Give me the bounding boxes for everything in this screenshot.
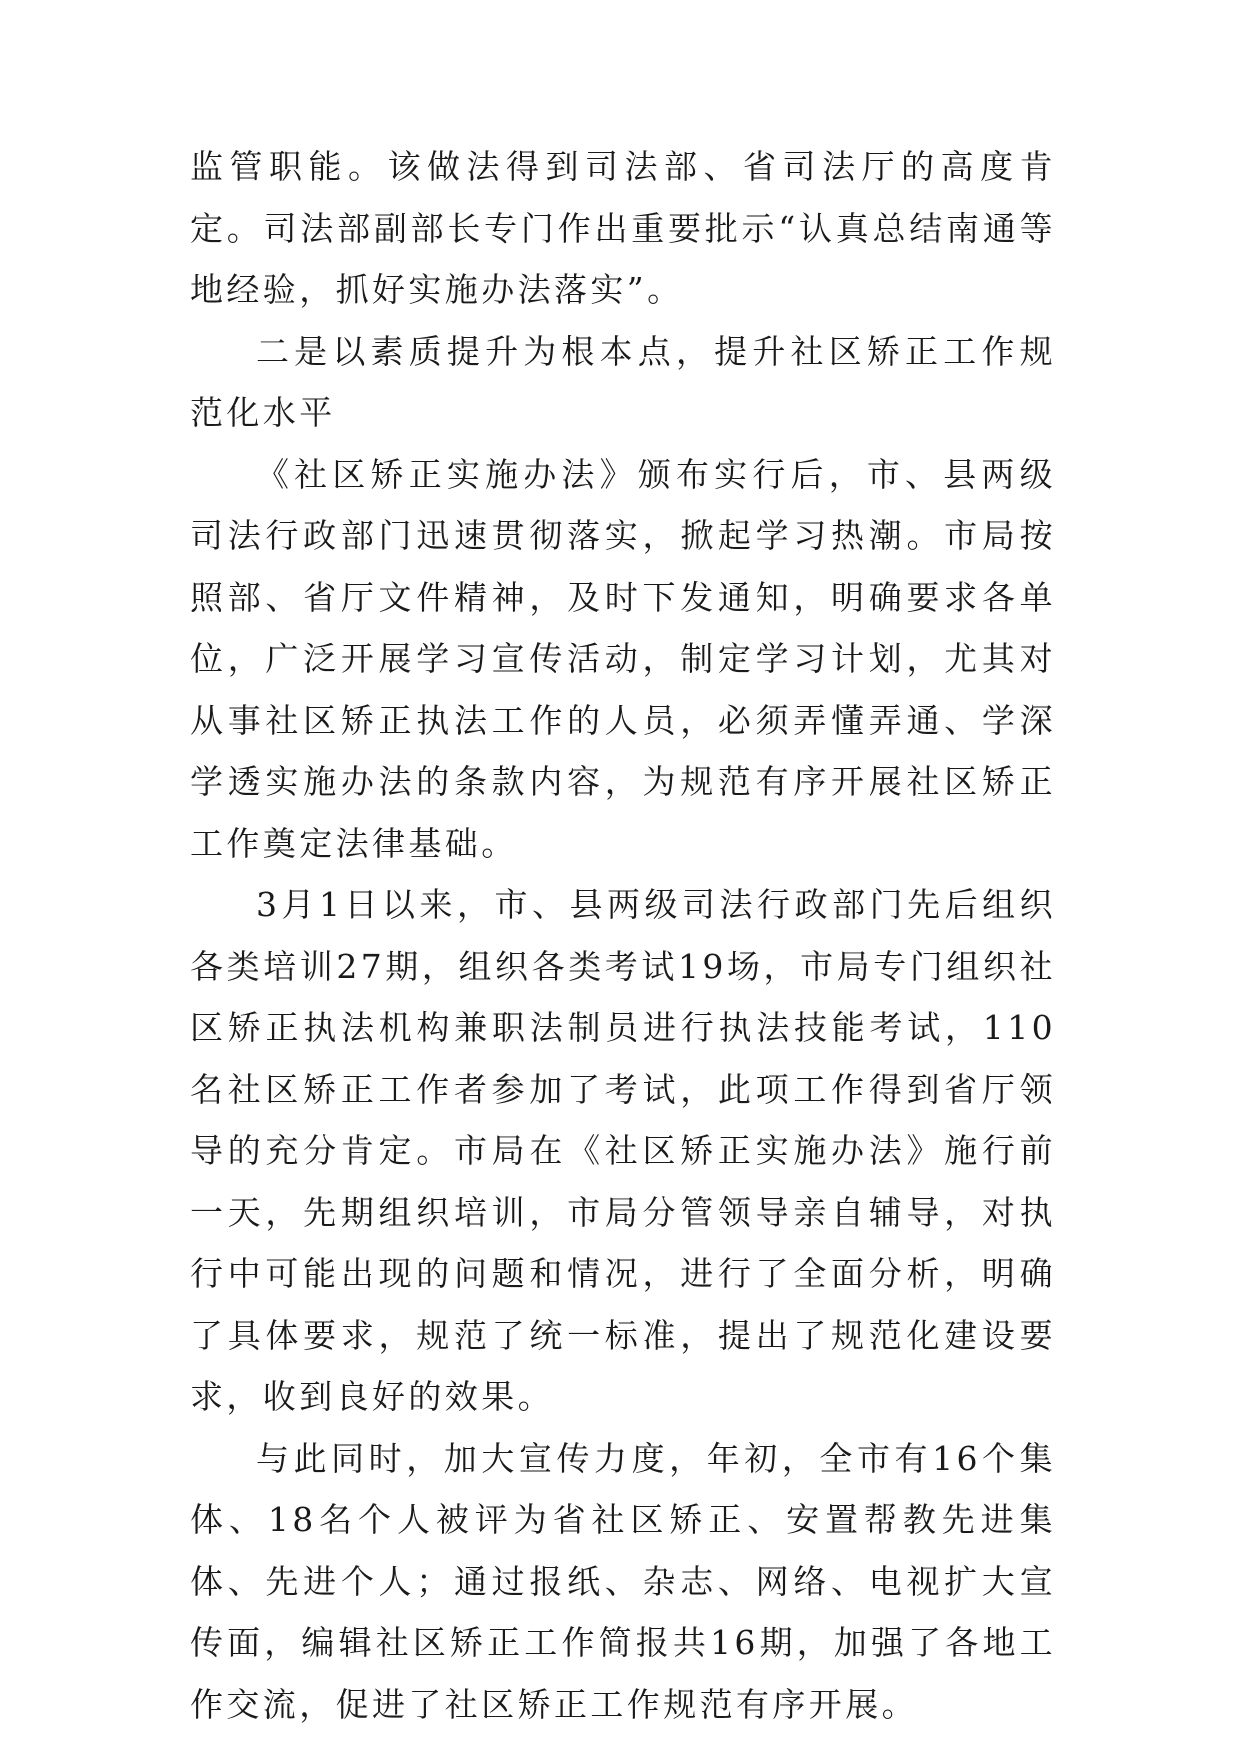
paragraph-publicity: 与此同时，加大宣传力度，年初，全市有16个集体、18名个人被评为省社区矫正、安置帮教先进集体、先进个人；通过报纸、杂志、网络、电视扩大宣传面，编辑社区矫正工作简报共16期，加强了各地工作交流，促进了社区矫正工作规范有序开展。 <box>190 1438 1056 1724</box>
paragraph-implementation: 《社区矫正实施办法》颁布实行后，市、县两级司法行政部门迅速贯彻落实，掀起学习热潮。市局按照部、省厅文件精神，及时下发通知，明确要求各单位，广泛开展学习宣传活动，制定学习计划，尤其对从事社区矫正执法工作的人员，必须弄懂弄通、学深学透实施办法的条款内容，为规范有序开展社区矫正工作奠定法律基础。 <box>190 454 1056 863</box>
paragraph-continuation: 监管职能。该做法得到司法部、省司法厅的高度肯定。司法部副部长专门作出重要批示“认真总结南通等地经验，抓好实施办法落实”。 <box>190 147 1056 309</box>
body-text <box>190 136 1056 1735</box>
paragraph-training: 3月1日以来，市、县两级司法行政部门先后组织各类培训27期，组织各类考试19场，市局专门组织社区矫正执法机构兼职法制员进行执法技能考试，110名社区矫正工作者参加了考试，此项工作得到省厅领导的充分肯定。市局在《社区矫正实施办法》施行前一天，先期组织培训，市局分管领导亲自辅导，对执行中可能出现的问题和情况，进行了全面分析，明确了具体要求，规范了统一标准，提出了规范化建设要求，收到良好的效果。 <box>190 885 1056 1416</box>
section-heading-two: 二是以素质提升为根本点，提升社区矫正工作规范化水平 <box>190 331 1056 432</box>
